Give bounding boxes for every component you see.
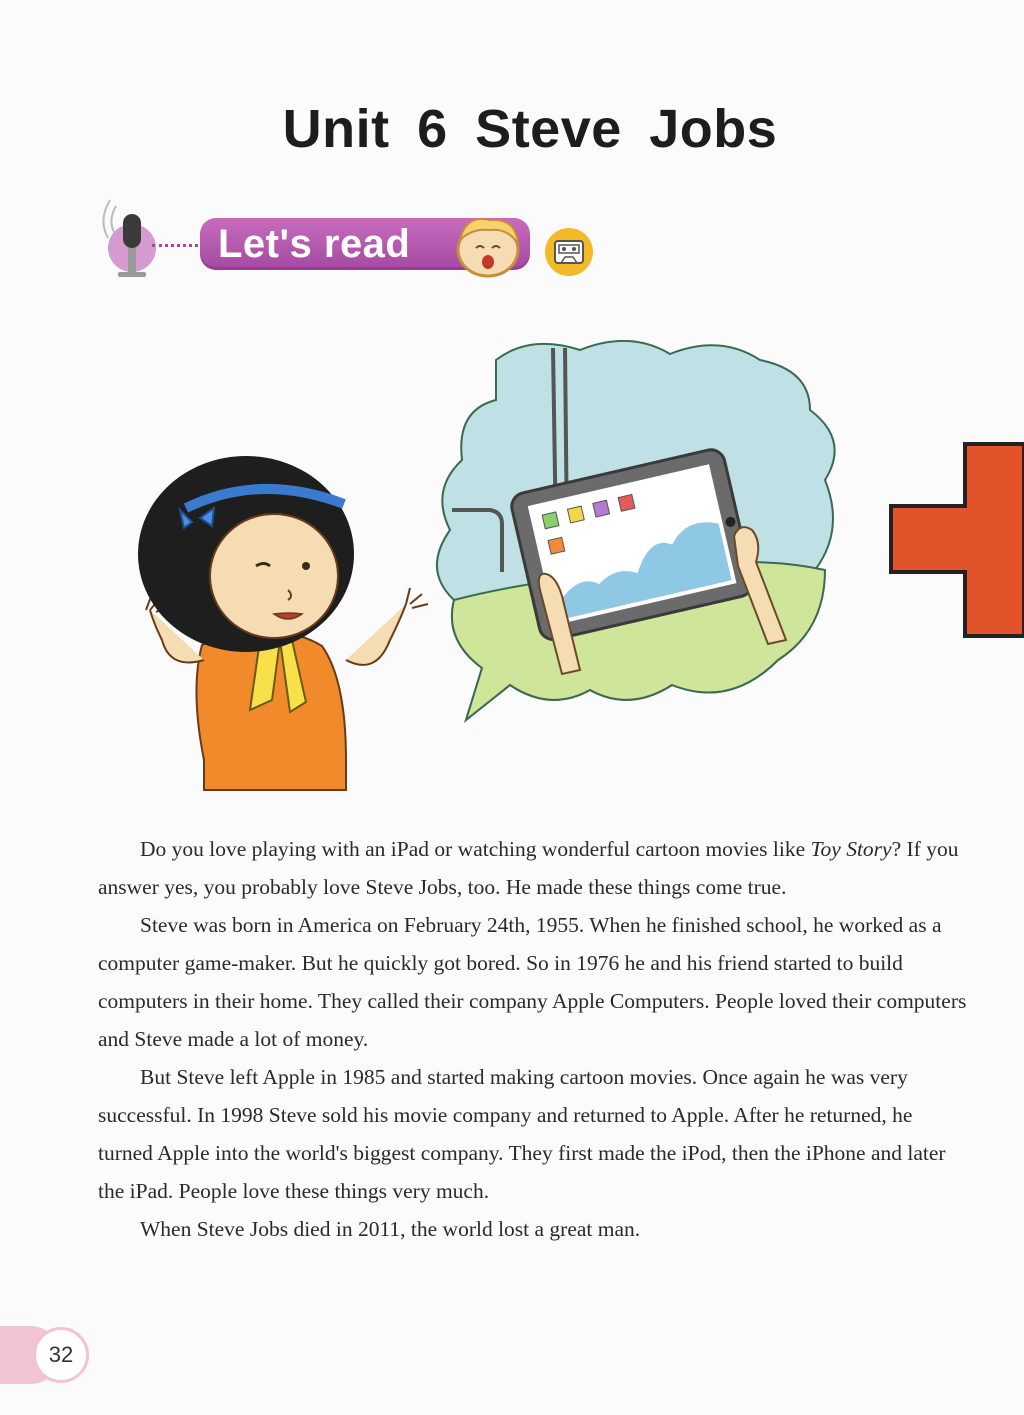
movie-title: Toy Story xyxy=(810,837,892,861)
kid-head-icon xyxy=(446,210,530,284)
page-title: Unit 6 Steve Jobs xyxy=(282,99,778,159)
story-text xyxy=(98,830,968,1248)
story-illustration xyxy=(110,340,870,800)
story-paragraph: When Steve Jobs died in 2011, the world lost a great man. xyxy=(140,1217,641,1241)
microphone-icon xyxy=(96,192,160,288)
cassette-tape-icon[interactable] xyxy=(543,226,595,278)
dotted-connector xyxy=(152,244,198,247)
section-header xyxy=(96,192,616,288)
red-cross-shape xyxy=(885,440,1024,640)
section-label: Let's read xyxy=(218,222,411,266)
girl-character xyxy=(138,456,428,790)
story-paragraph: But Steve left Apple in 1985 and started making cartoon movies. Once again he was very successful. In 1998 Steve sold his movie company and returned to Apple. After he returned, he turned Apple into the world's biggest company. They first made the iPod, then the iPhone and later the iPad. People love these things very much. xyxy=(98,1065,946,1203)
page-number: 32 xyxy=(48,1342,74,1367)
story-paragraph: Do you love playing with an iPad or watching wonderful cartoon movies like Toy Story? If you answer yes, you probably love Steve Jobs, too. He made these things come true. xyxy=(98,837,959,899)
story-paragraph: Steve was born in America on February 24th, 1955. When he finished school, he worked as a computer game-maker. But he quickly got bored. So in 1976 he and his friend started to build computers in their home. They called their company Apple Computers. People loved their computers and Steve made a lot of money. xyxy=(98,913,967,1051)
